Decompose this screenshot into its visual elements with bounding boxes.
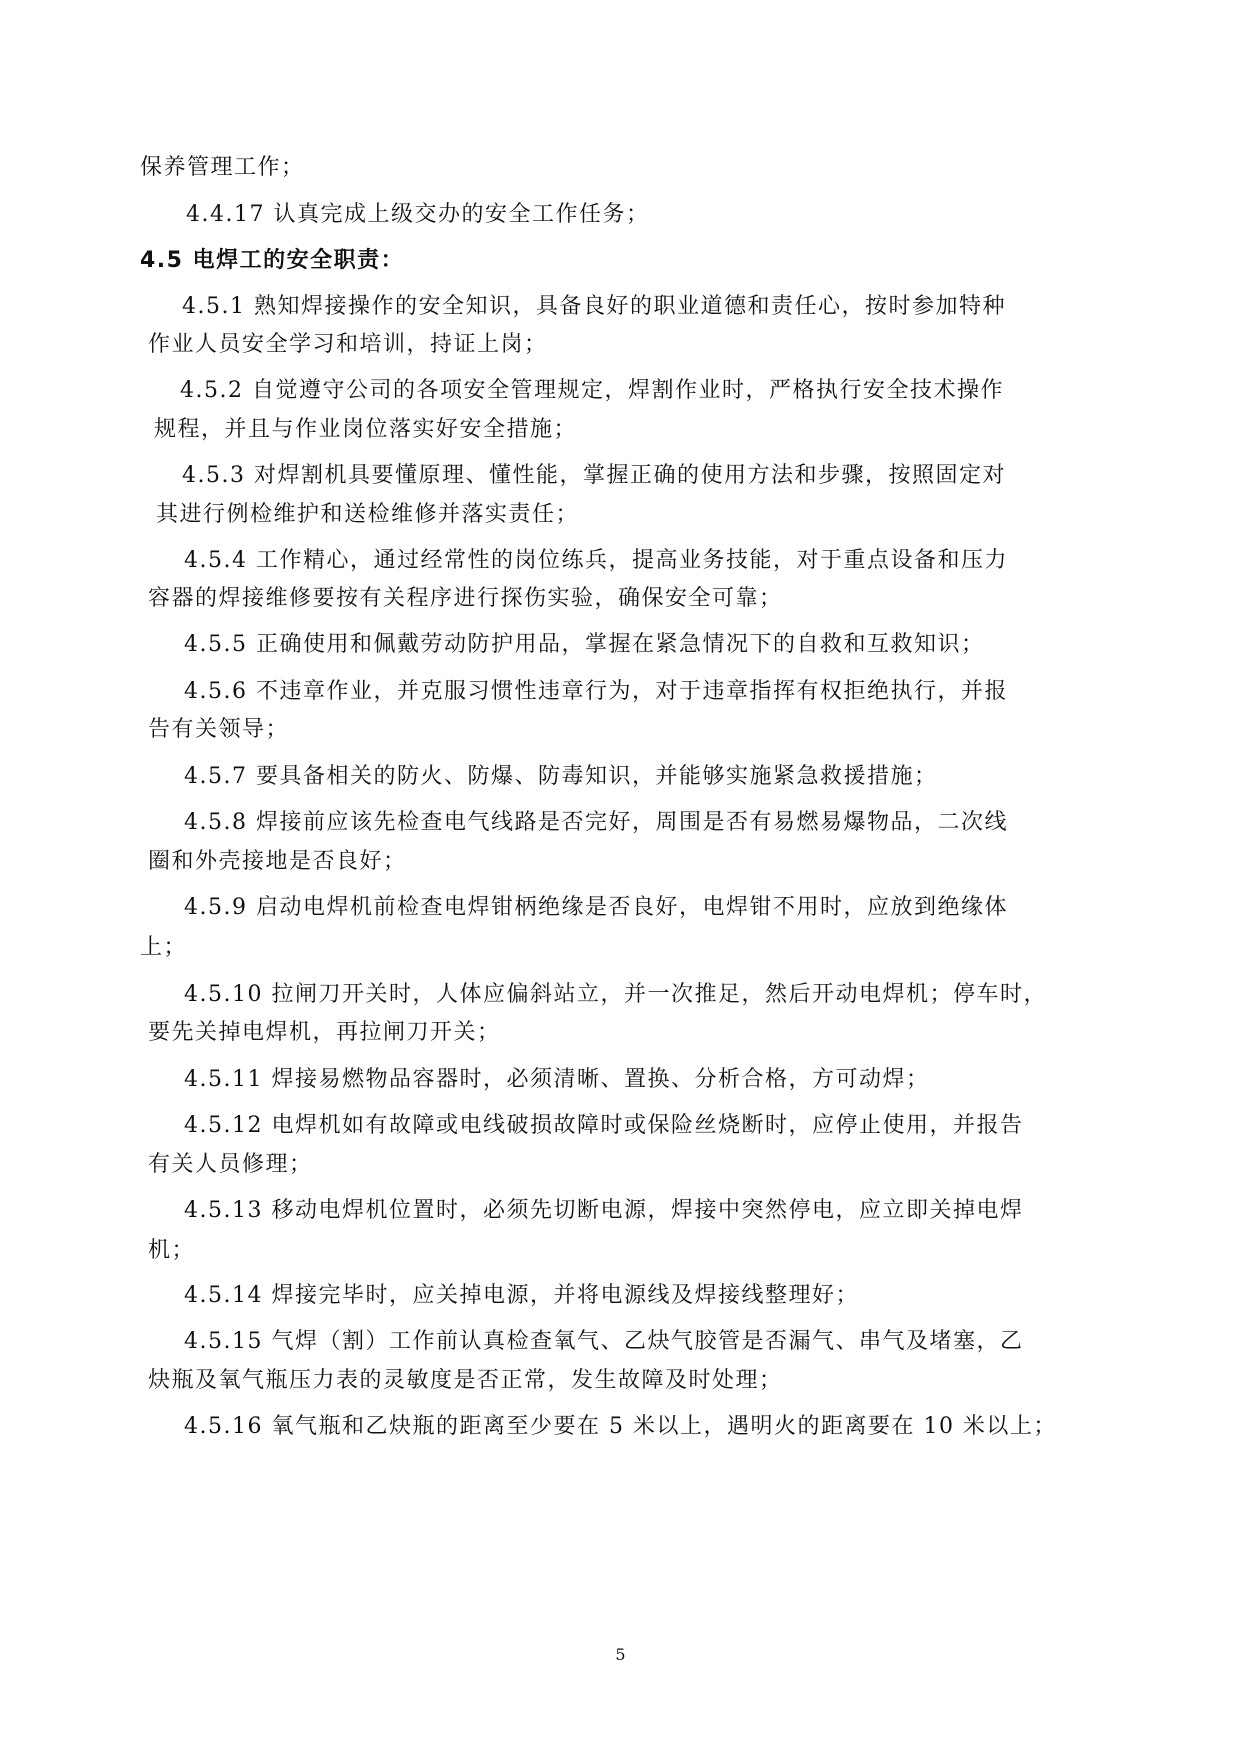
section-heading: 4.5 电焊工的安全职责： [140, 248, 405, 273]
text-line: 上； [140, 935, 188, 960]
text-line: 机； [148, 1238, 196, 1263]
text-line: 容器的焊接维修要按有关程序进行探伤实验，确保安全可靠； [148, 586, 783, 611]
text-line: 其进行例检维护和送检维修并落实责任； [156, 502, 580, 527]
text-line: 4.5.5 正确使用和佩戴劳动防护用品，掌握在紧急情况下的自救和互救知识； [184, 632, 985, 657]
text-line: 规程，并且与作业岗位落实好安全措施； [154, 417, 578, 442]
text-line: 有关人员修理； [148, 1152, 313, 1177]
text-line: 告有关领导； [148, 717, 290, 742]
text-line: 4.5.2 自觉遵守公司的各项安全管理规定，焊割作业时，严格执行安全技术操作 [180, 378, 1004, 403]
text-line: 4.5.14 焊接完毕时，应关掉电源，并将电源线及焊接线整理好； [184, 1283, 859, 1308]
text-line: 4.5.16 氧气瓶和乙炔瓶的距离至少要在 5 米以上，遇明火的距离要在 10 米以上； [184, 1414, 1057, 1439]
text-line: 4.4.17 认真完成上级交办的安全工作任务； [186, 202, 650, 227]
text-line: 4.5.7 要具备相关的防火、防爆、防毒知识，并能够实施紧急救援措施； [184, 764, 938, 789]
text-line: 4.5.10 拉闸刀开关时，人体应偏斜站立，并一次推足，然后开动电焊机；停车时， [184, 982, 1047, 1007]
text-line: 4.5.13 移动电焊机位置时，必须先切断电源，焊接中突然停电，应立即关掉电焊 [184, 1198, 1024, 1223]
text-line: 4.5.9 启动电焊机前检查电焊钳柄绝缘是否良好，电焊钳不用时，应放到绝缘体 [184, 895, 1008, 920]
text-line: 作业人员安全学习和培训，持证上岗； [148, 332, 548, 357]
text-line: 保养管理工作； [140, 155, 305, 180]
text-line: 4.5.12 电焊机如有故障或电线破损故障时或保险丝烧断时，应停止使用，并报告 [184, 1113, 1024, 1138]
text-line: 4.5.4 工作精心，通过经常性的岗位练兵，提高业务技能，对于重点设备和压力 [184, 548, 1008, 573]
text-line: 圈和外壳接地是否良好； [148, 849, 407, 874]
text-line: 4.5.15 气焊（割）工作前认真检查氧气、乙炔气胶管是否漏气、串气及堵塞，乙 [184, 1329, 1024, 1354]
text-line: 4.5.11 焊接易燃物品容器时，必须清晰、置换、分析合格，方可动焊； [184, 1067, 930, 1092]
text-line: 4.5.6 不违章作业，并克服习惯性违章行为，对于违章指挥有权拒绝执行，并报 [184, 679, 1008, 704]
page-number: 5 [615, 1645, 626, 1664]
text-line: 4.5.3 对焊割机具要懂原理、懂性能，掌握正确的使用方法和步骤，按照固定对 [182, 463, 1006, 488]
text-line: 4.5.1 熟知焊接操作的安全知识，具备良好的职业道德和责任心，按时参加特种 [182, 294, 1006, 319]
text-line: 4.5.8 焊接前应该先检查电气线路是否完好，周围是否有易燃易爆物品，二次线 [184, 810, 1008, 835]
text-line: 要先关掉电焊机，再拉闸刀开关； [148, 1020, 501, 1045]
text-line: 炔瓶及氧气瓶压力表的灵敏度是否正常，发生故障及时处理； [148, 1368, 783, 1393]
